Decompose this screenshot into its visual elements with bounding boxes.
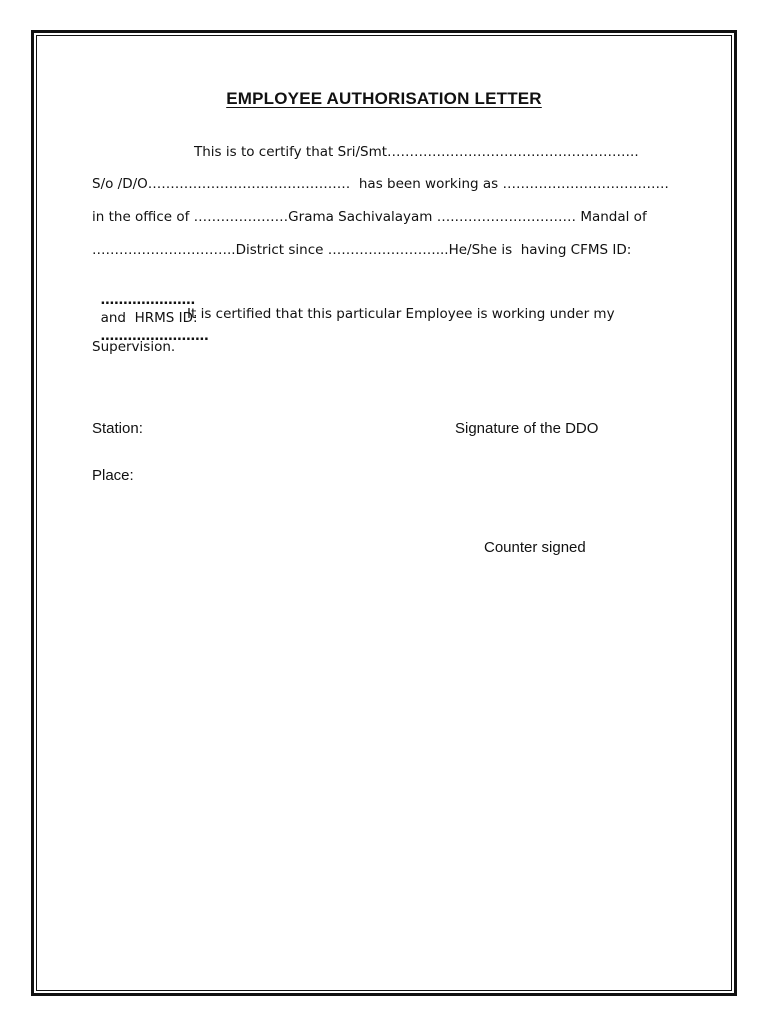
document-title (0, 89, 768, 109)
body-line-4: …………………………..District since ……………………...He/She is having CFMS ID: (92, 242, 632, 258)
document-title-text: EMPLOYEE AUTHORISATION LETTER (226, 89, 542, 108)
body-line-6: It is certified that this particular Employee is working under my (187, 306, 615, 322)
body-line-2: S/o /D/O……………………………………… has been working as ………………………………. (92, 176, 669, 192)
hrms-id-blank: …………………… (100, 328, 209, 344)
body-line-3: in the office of …………………Grama Sachivalayam ….……………………… Mandal of (92, 209, 647, 225)
cfms-id-blank: ………………… (100, 292, 196, 308)
counter-signed-label: Counter signed (484, 539, 586, 556)
body-line-7: Supervision. (92, 339, 176, 355)
hrms-id-label: and HRMS ID: (100, 310, 198, 326)
signature-ddo-label: Signature of the DDO (455, 420, 599, 437)
body-line-1: This is to certify that Sri/Smt……………………………………………….. (194, 144, 639, 160)
place-label: Place: (92, 467, 134, 484)
station-label: Station: (92, 420, 143, 437)
